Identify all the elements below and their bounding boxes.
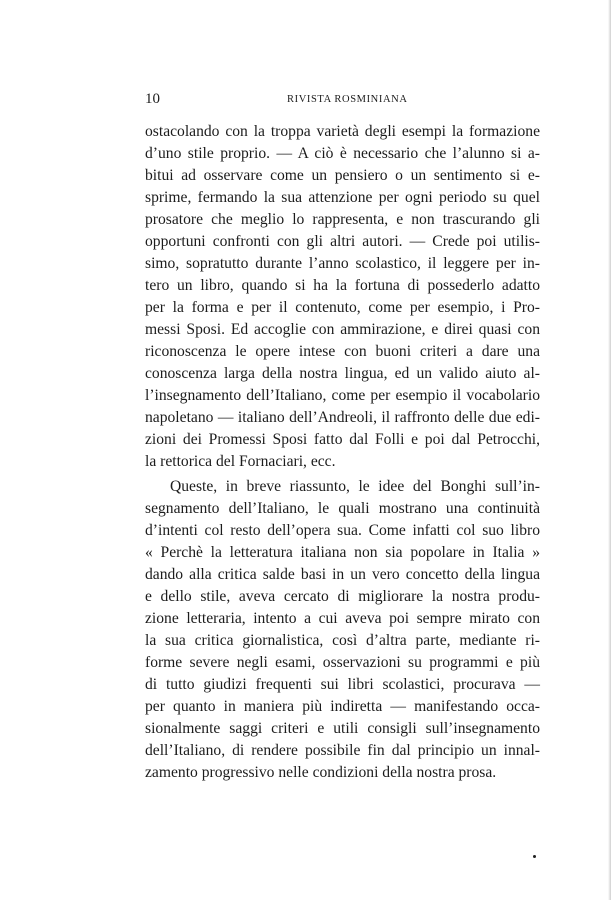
text-line: riconoscenza le opere intese con buoni criteri a dare una xyxy=(145,343,540,360)
text-line: e dello stile, aveva cercato di migliorare la nostra produ- xyxy=(145,588,540,605)
text-line: dell’Italiano, di rendere possibile fin dal principio un innal- xyxy=(145,742,540,759)
text-line: l’insegnamento dell’Italiano, come per esempio il vocabolario xyxy=(145,387,540,404)
text-line: sionalmente saggi criteri e utili consigli sull’insegnamento xyxy=(145,720,540,737)
text-line: la sua critica giornalistica, così d’altra parte, mediante ri- xyxy=(145,632,540,649)
text-line: zione letteraria, intento a cui aveva poi sempre mirato con xyxy=(145,610,540,627)
text-line: ostacolando con la troppa varietà degli esempi la formazione xyxy=(145,123,540,140)
text-line: simo, sopratutto durante l’anno scolastico, il leggere per in- xyxy=(145,255,540,272)
text-line: d’intenti col resto dell’opera sua. Come infatti col suo libro xyxy=(145,522,540,539)
text-line: tero un libro, quando si ha la fortuna di possederlo adatto xyxy=(145,277,540,294)
text-line: conoscenza larga della nostra lingua, ed un valido aiuto al- xyxy=(145,365,540,382)
text-line: prosatore che meglio lo rappresenta, e non trascurando gli xyxy=(145,211,540,228)
text-line: zioni dei Promessi Sposi fatto dal Folli e poi dal Petrocchi, xyxy=(145,431,540,448)
text-line: zamento progressivo nelle condizioni della nostra prosa. xyxy=(145,764,497,781)
text-line: la rettorica del Fornaciari, ecc. xyxy=(145,453,336,470)
text-line: « Perchè la letteratura italiana non sia popolare in Italia » xyxy=(145,544,540,561)
page-number: 10 xyxy=(145,91,160,107)
ink-speck xyxy=(533,855,536,858)
text-line: per quanto in maniera più indiretta — manifestando occa- xyxy=(145,698,540,715)
text-line: Queste, in breve riassunto, le idee del Bonghi sull’in- xyxy=(170,478,540,495)
text-line: forme severe negli esami, osservazioni su programmi e più xyxy=(145,654,540,671)
text-line: di tutto giudizi frequenti sui libri scolastici, procurava — xyxy=(145,676,540,693)
text-line: napoletano — italiano dell’Andreoli, il raffronto delle due edi- xyxy=(145,409,540,426)
text-line: segnamento dell’Italiano, le quali mostrano una continuità xyxy=(145,500,540,517)
text-line: bitui ad osservare come un pensiero o un sentimento si e- xyxy=(145,167,540,184)
text-line: messi Sposi. Ed accoglie con ammirazione, e direi quasi con xyxy=(145,321,540,338)
text-line: sprime, fermando la sua attenzione per ogni periodo su quel xyxy=(145,189,540,206)
text-line: per la forma e per il contenuto, come per esempio, i Pro- xyxy=(145,299,540,316)
text-line: dando alla critica salde basi in un vero concetto della lingua xyxy=(145,566,540,583)
text-line: d’uno stile proprio. — A ciò è necessario che l’alunno si a- xyxy=(145,145,540,162)
text-line: opportuni confronti con gli altri autori. — Crede poi utilis- xyxy=(145,233,540,250)
running-title: RIVISTA ROSMINIANA xyxy=(287,94,408,105)
